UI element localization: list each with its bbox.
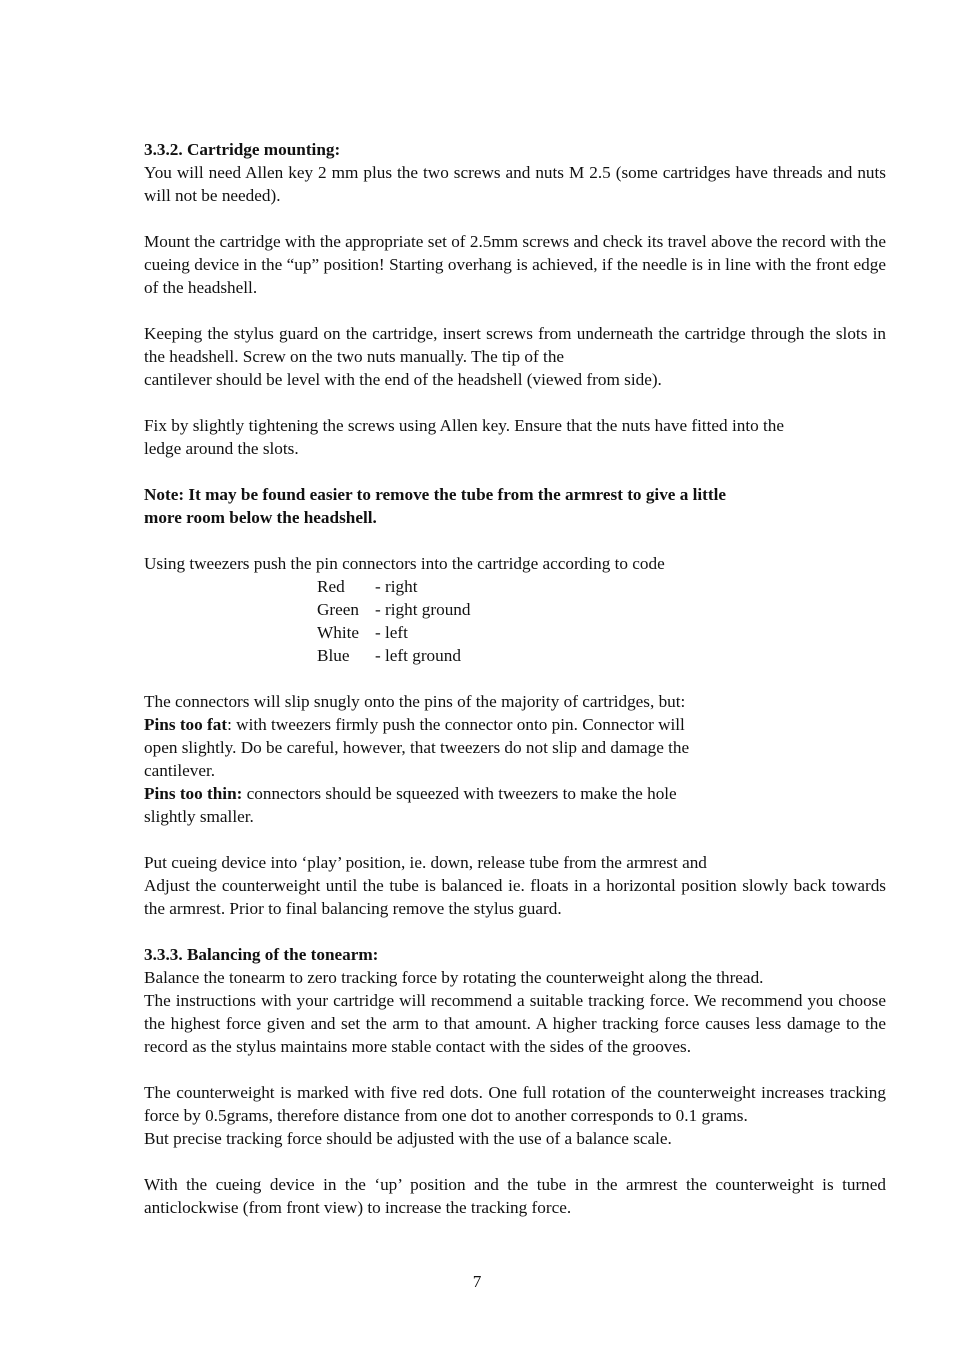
paragraph-fix-screws: Fix by slightly tightening the screws using Allen key. Ensure that the nuts have fitted into the: [144, 416, 784, 435]
code-meaning: - right ground: [375, 600, 471, 619]
paragraph-pins-too-fat: Pins too fat: with tweezers firmly push the connector onto pin. Connector will: [144, 715, 685, 734]
paragraph-pins-too-fat-cont: open slightly. Do be careful, however, that tweezers do not slip and damage the: [144, 738, 690, 757]
color-code-row: [317, 575, 886, 598]
paragraph-cantilever-level: cantilever should be level with the end of the headshell (viewed from side).: [144, 370, 662, 389]
note-line-2: more room below the headshell.: [144, 508, 377, 527]
code-meaning: - left ground: [375, 646, 461, 665]
paragraph-balance-zero: Balance the tonearm to zero tracking force by rotating the counterweight along the thread.: [144, 968, 764, 987]
section-heading-balancing: 3.3.3. Balancing of the tonearm:: [144, 945, 379, 964]
paragraph-mount-cartridge: Mount the cartridge with the appropriate set of 2.5mm screws and check its travel above the record with the cueing device in the “up” position! Starting overhang is achieved, if the needle is in line with the front edge of the headshell.: [144, 232, 886, 297]
paragraph-tools-needed: You will need Allen key 2 mm plus the two screws and nuts M 2.5 (some cartridges have threads and nuts will not be needed).: [144, 163, 886, 205]
paragraph-cueing-play: Put cueing device into ‘play’ position, ie. down, release tube from the armrest and: [144, 853, 707, 872]
code-meaning: - right: [375, 577, 418, 596]
code-meaning: - left: [375, 623, 408, 642]
paragraph-pin-connectors: Using tweezers push the pin connectors into the cartridge according to code: [144, 554, 665, 573]
document-body: [144, 138, 886, 1219]
pins-too-thin-label: Pins too thin:: [144, 784, 243, 803]
color-code-list: [317, 575, 886, 667]
paragraph-anticlockwise: With the cueing device in the ‘up’ position and the tube in the armrest the counterweight is turned anticlockwise (from front view) to increase the tracking force.: [144, 1175, 886, 1217]
page-number: 7: [472, 1272, 482, 1291]
paragraph-pins-too-thin-end: slightly smaller.: [144, 807, 254, 826]
paragraph-pins-too-thin: Pins too thin: connectors should be squeezed with tweezers to make the hole: [144, 784, 677, 803]
paragraph-pins-too-fat-end: cantilever.: [144, 761, 216, 780]
paragraph-red-dots: The counterweight is marked with five red dots. One full rotation of the counterweight increases tracking force by 0.5grams, therefore distance from one dot to another corresponds to 0.1 grams.: [144, 1083, 886, 1125]
code-color: Green: [317, 600, 359, 619]
color-code-row: [317, 621, 886, 644]
section-heading-cartridge-mounting: 3.3.2. Cartridge mounting:: [144, 140, 341, 159]
paragraph-tracking-force: The instructions with your cartridge will recommend a suitable tracking force. We recommend you choose the highest force given and set the arm to that amount. A higher tracking force causes less damage to the record as the stylus maintains more stable contact with the sides of the grooves.: [144, 991, 886, 1056]
code-color: White: [317, 623, 359, 642]
paragraph-connectors-slip: The connectors will slip snugly onto the pins of the majority of cartridges, but:: [144, 692, 686, 711]
color-code-row: [317, 598, 886, 621]
paragraph-ledge: ledge around the slots.: [144, 439, 299, 458]
note-line-1: Note: It may be found easier to remove the tube from the armrest to give a little: [144, 485, 727, 504]
paragraph-adjust-counterweight: Adjust the counterweight until the tube is balanced ie. floats in a horizontal position slowly back towards the armrest. Prior to final balancing remove the stylus guard.: [144, 876, 886, 918]
paragraph-insert-screws: Keeping the stylus guard on the cartridge, insert screws from underneath the cartridge through the slots in the headshell. Screw on the two nuts manually. The tip of the: [144, 324, 886, 366]
color-code-row: [317, 644, 886, 667]
pins-too-fat-label: Pins too fat: [144, 715, 228, 734]
code-color: Red: [317, 577, 345, 596]
paragraph-balance-scale: But precise tracking force should be adjusted with the use of a balance scale.: [144, 1129, 672, 1148]
code-color: Blue: [317, 646, 350, 665]
